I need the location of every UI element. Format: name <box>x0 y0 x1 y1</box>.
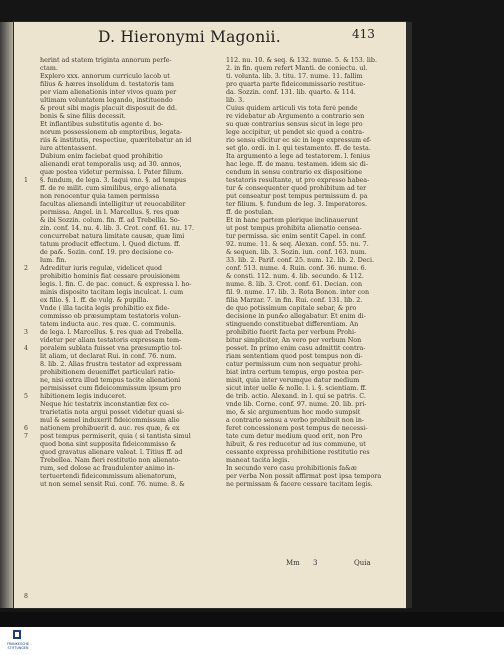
text-line: ter filium. §. fundum de leg. 3. Imperatores. <box>226 201 368 208</box>
margin-number <box>214 249 226 257</box>
foundation-name-line1: FRANKESCHE <box>7 642 29 646</box>
margin-number <box>214 233 226 241</box>
text-line: & ibi Sozzin. colum. fin. ff. ad Trebellia. So- <box>40 217 180 224</box>
text-line: catur permissum cum non sequatur prohi- <box>226 361 363 368</box>
text-line: hibitionem legis induceret. <box>40 393 127 400</box>
margin-number: 6 <box>24 425 28 432</box>
margin-number <box>214 225 226 233</box>
text-line: decisione in pun&o allegabatur. Et enim di- <box>226 313 366 320</box>
margin-number <box>214 385 226 393</box>
margin-number <box>24 121 36 129</box>
margin-number <box>24 201 36 209</box>
margin-number <box>214 377 226 385</box>
margin-number <box>214 321 226 329</box>
margin-number <box>214 313 226 321</box>
text-line: misit, quia inter verumque datur medium <box>226 377 360 384</box>
margin-number <box>24 521 36 529</box>
text-line: nume. 8. lib. 3. Crot. conf. 61. Decian. con <box>226 281 363 288</box>
margin-number: 1 <box>24 177 28 184</box>
text-line: ne permissam & facere cessare tacitam legis. <box>226 481 373 488</box>
text-line: tate cum detur medium quod erit, non Pro <box>226 433 363 440</box>
foundation-name-line2: STIFTUNGEN <box>7 646 29 650</box>
text-line: mul & semel induxerit fideicommissum alie <box>40 417 180 424</box>
text-line: In secundo vero casu prohibitionis fa&æ <box>226 465 357 472</box>
margin-number <box>24 569 36 577</box>
text-line: Trebellea. Nam fieri restitutio non alienato- <box>40 457 181 464</box>
margin-number <box>214 329 226 337</box>
right-text-column <box>226 57 394 489</box>
margin-number: 8 <box>24 593 28 600</box>
text-line: ne, nisi extra illud tempus tacite alienationi <box>40 377 181 384</box>
text-line: Ita argumento a lege ad testatorem. l. fenius <box>226 153 371 160</box>
text-line: videtur per aliam testatoris expressam tem- <box>40 337 182 344</box>
margin-number <box>24 97 36 105</box>
margin-number <box>24 153 36 161</box>
text-line: rio sensu elicitur ec sic in lege expressum ef- <box>226 137 372 144</box>
text-line: nationem prohibuerit d. auc. res quæ, & ex <box>40 425 180 432</box>
text-line: put censeatur post tempus permissum d. pa <box>226 193 368 200</box>
margin-number <box>24 409 36 417</box>
text-line: iure attentassent. <box>40 145 97 152</box>
text-line: ultimam voluntatem legando, instituendo <box>40 97 173 104</box>
margin-number <box>24 273 36 281</box>
margin-number <box>214 257 226 265</box>
margin-number <box>24 465 36 473</box>
margin-number <box>214 177 226 185</box>
footer-bar <box>0 627 504 655</box>
text-line: & prout sibi magis placuit disposuit de dd. <box>40 105 178 112</box>
text-line: tur & consequenter quod prohibitum ad ter <box>226 185 367 192</box>
left-text-column <box>40 57 208 489</box>
text-line: de trib. actio. Alexand. in l. qui se patris. C. <box>226 393 366 400</box>
margin-number <box>24 353 36 361</box>
text-line: facultas alienandi intelligitur ut reuocabiliter <box>40 201 186 208</box>
margin-number <box>214 153 226 161</box>
text-line: Vnde ( illa tacita legis prohibitio ex fide- <box>40 305 170 312</box>
scan-bottom-border <box>0 612 504 627</box>
margin-number: 7 <box>24 433 28 440</box>
text-line: non renocentur quia tamen permissa <box>40 193 160 200</box>
text-line: Cuius quidem articuli vis tota ferè pende <box>226 105 358 112</box>
text-line: quod gravatus alienare valeat. l. Titius ff. ad <box>40 449 183 456</box>
margin-number <box>214 185 226 193</box>
text-line: 2. in fin. quem refert Manti. de coniectu. ul. <box>226 65 368 72</box>
margin-number <box>24 241 36 249</box>
margin-number <box>24 225 36 233</box>
text-line: & sequen. lib. 3. Sozin. iun. conf. 163. num. <box>226 249 367 256</box>
text-line: maneat tacita legis. <box>226 457 290 464</box>
text-line: per verba Non possit affirmat post ipsa tempora <box>226 473 382 480</box>
margin-number <box>214 97 226 105</box>
margin-number <box>24 169 36 177</box>
margin-number <box>24 537 36 545</box>
text-line: ff. de postulan. <box>226 209 274 216</box>
margin-number <box>214 241 226 249</box>
margin-number <box>214 129 226 137</box>
margin-number <box>24 601 36 609</box>
text-line: hac lege. ff. de manu. testamen. idem sic di- <box>226 161 368 168</box>
margin-number <box>24 297 36 305</box>
text-line: ut non semel sensit Rui. conf. 76. nume. 8. & <box>40 481 185 488</box>
text-line: biat intra certum tempus, ergo postea per- <box>226 369 364 376</box>
margin-number <box>24 457 36 465</box>
margin-number <box>24 585 36 593</box>
margin-number <box>24 105 36 113</box>
text-line: & consti. 112. num. 4. lib. secundo. & 112. <box>226 273 364 280</box>
text-line: lib. 3. <box>226 97 245 104</box>
margin-number <box>24 417 36 425</box>
margin-number <box>24 281 36 289</box>
margin-number <box>24 185 36 193</box>
margin-number <box>214 169 226 177</box>
margin-number <box>24 441 36 449</box>
text-line: prohibitionem deueniffet particulari ratio- <box>40 369 176 376</box>
text-line: herint ad statem triginta annorum perfe- <box>40 57 172 64</box>
text-line: Dubium enim faciebat quod prohibitio <box>40 153 163 160</box>
text-line: tatum producit effectum. l. Quod dictum. ff. <box>40 241 181 248</box>
margin-number <box>214 121 226 129</box>
margin-number <box>24 513 36 521</box>
margin-number <box>24 449 36 457</box>
text-line: su quæ contrarius sensus sicut in lege pro <box>226 121 363 128</box>
margin-number <box>214 65 226 73</box>
text-line: minis disposito tacitam legis inculcat. l. cum <box>40 289 184 296</box>
margin-number <box>214 465 226 473</box>
text-line: cessante expressa prohibitione restitutio res <box>226 449 370 456</box>
margin-number <box>24 481 36 489</box>
margin-number <box>214 57 226 65</box>
margin-number: 3 <box>24 329 28 336</box>
text-line: Adreditur iuris regulæ, videlicet quod <box>40 265 162 272</box>
text-line: Neque hic testatrix inconstantiæ fex co- <box>40 401 170 408</box>
margin-number <box>214 105 226 113</box>
text-line: bonis & sine filiis decessit. <box>40 113 126 120</box>
margin-number: 4 <box>24 345 28 352</box>
margin-number: 5 <box>24 393 28 400</box>
text-line: pro quarta parte fideicommissario restitue- <box>226 81 366 88</box>
text-line: post tempus permiserit, quia ( si tantista simul <box>40 433 191 440</box>
text-line: 8. lib. 2. Alias frustra testator ad expressam <box>40 361 182 368</box>
margin-number <box>214 369 226 377</box>
margin-number <box>24 505 36 513</box>
margin-number <box>24 545 36 553</box>
margin-number <box>24 321 36 329</box>
text-line: §. fundum, de lega. 3. Iaqui vno. §. ad tempus <box>40 177 187 184</box>
margin-number <box>24 289 36 297</box>
margin-number <box>24 73 36 81</box>
margin-number <box>24 489 36 497</box>
text-line: per viam alienationis inter vivos quam per <box>40 89 177 96</box>
margin-number <box>214 297 226 305</box>
text-line: permisisset cum fideicommissum ipsum pro <box>40 385 182 392</box>
text-line: stinguendo constituebat differentiam. An <box>226 321 359 328</box>
text-line: Explero xxx. annorum curriculo lacob ut <box>40 73 170 80</box>
margin-number <box>214 401 226 409</box>
margin-number <box>214 193 226 201</box>
margin-number <box>214 457 226 465</box>
text-line: quod bona sint supposita fideicommisso & <box>40 441 177 448</box>
margin-number <box>214 449 226 457</box>
left-margin-numbers <box>24 57 36 633</box>
text-line: rum, sed dolose ac fraudulenter animo in- <box>40 465 175 472</box>
text-line: lit aliam, ut declarat Rui. in conf. 76. num. <box>40 353 177 360</box>
text-line: alienandi erat temporalis usq; ad 30. annos, <box>40 161 182 168</box>
margin-number <box>24 129 36 137</box>
text-line: prohibitio hominis fiat cessare prouisionem <box>40 273 180 280</box>
text-line: legis. l. fin. C. de pac. conuct. & expressa l. ho- <box>40 281 192 288</box>
text-line: sicut inter uelle & nolle. l. i. §. scientiam. ff. <box>226 385 367 392</box>
margin-number <box>24 401 36 409</box>
text-line: ut post tempus prohibita alienatio censea- <box>226 225 362 232</box>
text-line: permissa. Angel. in l. Marcellus. §. res quæ <box>40 209 180 216</box>
text-line: poralem sublata fuisset vna præsumptio tol- <box>40 345 183 352</box>
margin-number <box>214 161 226 169</box>
margin-number: 2 <box>24 265 28 272</box>
text-line: de lega. l. Marcellus. §. res quæ ad Trebella. <box>40 329 184 336</box>
text-line: Et inflantibus substitutis agente d. bo- <box>40 121 164 128</box>
margin-number <box>214 417 226 425</box>
text-line: tatem inducta auc. res quæ. C. communis. <box>40 321 177 328</box>
foundation-name <box>0 642 36 650</box>
margin-number <box>24 377 36 385</box>
page-number: 413 <box>352 27 375 41</box>
margin-number <box>214 353 226 361</box>
text-line: ti. volunta. lib. 3. titu. 17. nume. 11. fallim <box>226 73 363 80</box>
text-line: set glo. ordi. in l. qui testamento. ff. de testa. <box>226 145 371 152</box>
margin-number <box>24 257 36 265</box>
text-line: fil. 9. nume. 17. lib. 3. Rota Bonon. inter con <box>226 289 370 296</box>
margin-number <box>24 249 36 257</box>
margin-number <box>214 201 226 209</box>
margin-number <box>24 529 36 537</box>
margin-number <box>214 89 226 97</box>
margin-number <box>214 305 226 313</box>
margin-number <box>214 289 226 297</box>
text-line: vnde lib. Corne. conf. 97. nume. 20. lib. pri- <box>226 401 367 408</box>
margin-number <box>24 81 36 89</box>
text-line: tertuertendi fideicommissum alienatorum, <box>40 473 177 480</box>
text-line: 33. lib. 2. Parif. conf. 25. num. 12. lib. 2. Deci. <box>226 257 375 264</box>
margin-number <box>214 137 226 145</box>
margin-number <box>214 361 226 369</box>
text-line: tur permissa. sic enim sentit Capel. in conf. <box>226 233 367 240</box>
margin-number <box>24 57 36 65</box>
margin-number <box>24 233 36 241</box>
text-line: testatoris resultante, ut pro expresso habea- <box>226 177 370 184</box>
text-line: commisso ob præsumptam testatoris volun- <box>40 313 181 320</box>
text-line: bitur simpliciter, An vero per verbum Non <box>226 337 362 344</box>
margin-number <box>214 217 226 225</box>
text-line: de quo potissimum capitale sebar, & pro <box>226 305 357 312</box>
text-line: quæ postea videtur permissa. l. Pater filium. <box>40 169 184 176</box>
running-title: D. Hieronymi Magonii. <box>98 28 281 46</box>
margin-number <box>214 265 226 273</box>
margin-number <box>214 425 226 433</box>
text-line: da. Sozzin. conf. 131. lib. quarto. & 114. <box>226 89 356 96</box>
text-line: lum. fin. <box>40 257 67 264</box>
catchword: Quia <box>354 559 371 567</box>
margin-number <box>24 561 36 569</box>
margin-number <box>214 489 226 497</box>
margin-number <box>214 393 226 401</box>
margin-number <box>24 89 36 97</box>
margin-number <box>214 481 226 489</box>
text-line: zin. conf. 14. nu. 4. lib. 3. Crot. conf. 61. nu. 17. <box>40 225 194 232</box>
margin-number <box>214 273 226 281</box>
text-line: lege accipitur, ut pendet sic quod a contra- <box>226 129 365 136</box>
signature-mark: Mm <box>286 559 300 567</box>
text-line: a contrario sensu a verbo prohibuit non in- <box>226 417 365 424</box>
margin-number <box>214 145 226 153</box>
text-line: ff. de re milit. cum similibus, ergo alienata <box>40 185 177 192</box>
text-line: ctam. <box>40 65 58 72</box>
margin-number <box>24 361 36 369</box>
text-line: de pa&. Sozin. conf. 19. pro decisione co- <box>40 249 174 256</box>
text-line: trarietatis nota argui posset videtur quasi si- <box>40 409 185 416</box>
margin-number <box>24 145 36 153</box>
margin-number <box>24 193 36 201</box>
margin-number <box>214 473 226 481</box>
text-line: 112. nu. 10. & seq. & 132. nume. 5. & 153. lib. <box>226 57 378 64</box>
margin-number <box>214 209 226 217</box>
text-line: mo, & sic argumentum hoc modo sumpsit <box>226 409 361 416</box>
text-line: cendum in sensu contrario ex dispositione <box>226 169 362 176</box>
text-line: feret concessionem post tempus de necessi- <box>226 425 368 432</box>
text-line: concurrebat natura limitate causæ, quæ limi <box>40 233 185 240</box>
text-line: re videbatur ab Argumento a contrario sen <box>226 113 365 120</box>
text-line: filius & hæres insolidum d. testatoris tam <box>40 81 174 88</box>
text-line: Et in hanc partem plerique inclinauerunt <box>226 217 359 224</box>
text-line: norum possessionem ab emptoribus, legata- <box>40 129 183 136</box>
text-line: filia Marzar. 7. in fin. Rui. conf. 131. lib. 2. <box>226 297 363 304</box>
margin-number <box>24 137 36 145</box>
text-line: prohibitio fuerit facta per verbum Prohi- <box>226 329 357 336</box>
margin-number <box>24 577 36 585</box>
margin-number <box>24 217 36 225</box>
margin-number <box>24 313 36 321</box>
margin-number <box>24 209 36 217</box>
text-line: riis & institutis, respectiue, quæritebatur an id <box>40 137 192 144</box>
margin-number <box>214 73 226 81</box>
margin-number <box>214 345 226 353</box>
margin-number <box>24 473 36 481</box>
text-line: ex filio. §. 1. ff. de vulg. & pupilla. <box>40 297 149 304</box>
margin-number <box>214 113 226 121</box>
margin-number <box>214 281 226 289</box>
margin-number <box>24 553 36 561</box>
margin-number <box>24 497 36 505</box>
margin-number <box>214 433 226 441</box>
margin-number <box>214 441 226 449</box>
margin-number <box>24 161 36 169</box>
text-line: conf. 513. nume. 4. Ruin. conf. 36. nume. 6. <box>226 265 367 272</box>
margin-number <box>214 337 226 345</box>
margin-number <box>24 113 36 121</box>
margin-number <box>24 65 36 73</box>
signature-number: 3 <box>313 559 318 567</box>
margin-number <box>24 305 36 313</box>
text-line: hibuit, & res reducetur ad ius commune, ut <box>226 441 366 448</box>
margin-number <box>24 385 36 393</box>
text-line: posset. In primo enim casu admittit contra- <box>226 345 366 352</box>
margin-number <box>214 81 226 89</box>
margin-number <box>24 337 36 345</box>
text-line: 92. nume. 11. & seq. Alexan. conf. 55. nu. 7. <box>226 241 369 248</box>
right-margin-numbers <box>214 57 226 497</box>
margin-number <box>24 369 36 377</box>
text-line: riam sententiam quod post tempus non di- <box>226 353 363 360</box>
margin-number <box>214 409 226 417</box>
